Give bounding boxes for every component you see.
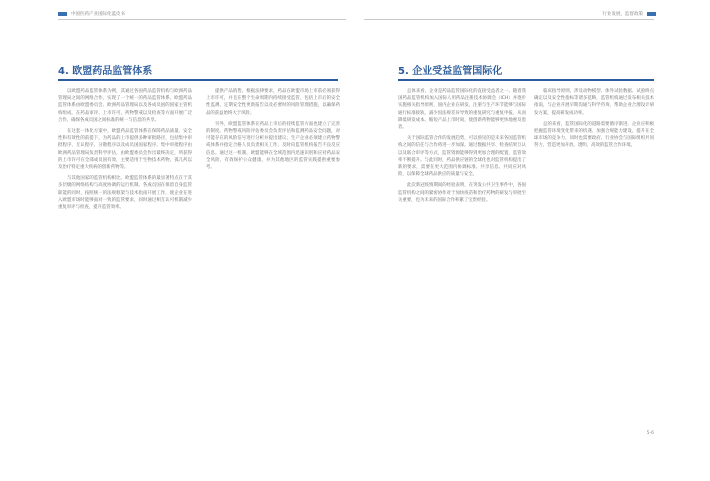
paragraph: 提供产品销售。根据法律要求，药品在欧盟市场上市前必须获得上市许可，并且在整个生命周期内持续接受监管，包括上市后的安全性监测、定期安全性更新报告以及必要时的风险管理措施，以确保药品的获益始终大于风险。 [206, 89, 340, 116]
header-left [58, 11, 125, 17]
header-rule-right [364, 19, 654, 20]
page-number: 5-6 [646, 431, 654, 436]
paragraph: 总的来看，监管国际化的道路需要循序渐进，企业应积极把握监管环境变化带来的机遇，加强合规能力建设，提升在全球市场的竞争力，同时也需要政府、行业协会与国际组织共同努力，营造更加开放、透明、高效的监管合作环境。 [534, 121, 654, 149]
header-right-title: 行业发展，监督政策 [602, 12, 643, 17]
left-column-2 [206, 88, 340, 175]
paragraph: 总体来看，企业是药品监管国际化的直接受益者之一。随着我国药品监管机构加入国际人用药品注册技术协调会（ICH）并逐步实施相关指导原则，国内企业在研发、注册与生产环节能够与国际通行标准接轨，减少因法规差异导致的重复研究与重复申报，从而降低研发成本、缩短产品上市时间，使创新药物能够更快地惠及患者。 [398, 89, 526, 131]
right-title-underline [398, 79, 654, 81]
paragraph: 在这套一体化方案中，欧盟药品监管体系在保障药品质量、安全性和有效性的前提下，为药品的上市提供多种审批路径，包括集中审批程序、互认程序、分散程序以及成员国国家程序。集中审批程序由欧洲药品管理局负责科学评估，由欧盟委员会作出最终决定，所获得的上市许可在全部成员国有效，主要适用于生物技术药物、孤儿药以及治疗特定重大疾病的创新药物等。 [58, 129, 192, 171]
left-title-underline [58, 79, 338, 81]
header-left-title: 中国医药产业国际化蓝皮书 [71, 12, 125, 17]
right-column-2 [534, 88, 654, 154]
paragraph: 以欧盟药品监管体系为例，其通过各国药品监管机构与欧洲药品管理局之间的网络合作，实现了一个统一的药品监管体系。欧盟药品监管体系由欧盟委员会、欧洲药品管理局以及各成员国的国家主管机构组成，在药品审评、上市许可、药物警戒以及检查等方面开展广泛合作，确保各成员国之间标准的统一与信息的共享。 [58, 89, 192, 123]
left-section-title: 4. 欧盟药品监管体系 [58, 66, 153, 77]
paragraph: 临床指导原则、涉及动物模型、体外试验数据、试验终点确定以及安全性指标等诸多范畴，监管机构通过发布相关技术指南，与企业开展早期沟通与科学咨询，帮助企业合理设计研发方案，提高研发成功率。 [534, 89, 654, 116]
left-column-1 [58, 88, 192, 215]
header-right-mark-icon [647, 12, 656, 16]
header-rule-left [58, 19, 346, 20]
paragraph: 关于国际监管合作的发展趋势，可以预见的是未来各国监管机构之间的信任与合作将进一步加深。通过数据共享、检查结果互认以及联合审评等方式，监管资源能够得到更加合理的配置，监管效率不断提升。与此同时，药品供应链的全球化也对监管机构提出了新的要求，需要在更大范围内协调标准、共享信息、共同应对风险，以保障全球药品供应的质量与安全。 [398, 136, 526, 178]
paragraph: 与其他国家的监管机构相比，欧盟监管体系的最显著特点在于其多层级的网络结构与高度协调的运行机制。各成员国在保留自身监管职能的同时，按照统一的法规框架与技术指南开展工作，使企业在进入欧盟市场时能够面对一致的监管要求，同时通过相互认可机制减少重复审评与检查，提升监管效率。 [58, 176, 192, 211]
header-right [603, 11, 657, 17]
paragraph: 此次新冠疫情期间的经验表明，在突发公共卫生事件中，各国监管机构之间的紧密协作对于加快疫苗和治疗药物的研发与审批至关重要，也为未来的国际合作积累了宝贵经验。 [398, 183, 526, 203]
paragraph: 另外，欧盟监管体系在药品上市后的持续监管方面也建立了完善的制度。药物警戒风险评估委员会负责评估和监测药品安全问题，对可能存在的风险信号进行分析并提出建议；生产企业必须建立药物警戒体系并指定合格人员负责相关工作，及时向监管机构报告不良反应信息。通过这一机制，欧盟能够在全域范围内迅速识别和应对药品安全风险，有效保护公众健康，并为其他地区的监管实践提供重要参考。 [206, 121, 340, 171]
header-left-mark-icon [58, 12, 67, 16]
right-column-1 [398, 88, 526, 208]
right-section-title: 5. 企业受益监管国际化 [398, 66, 503, 77]
